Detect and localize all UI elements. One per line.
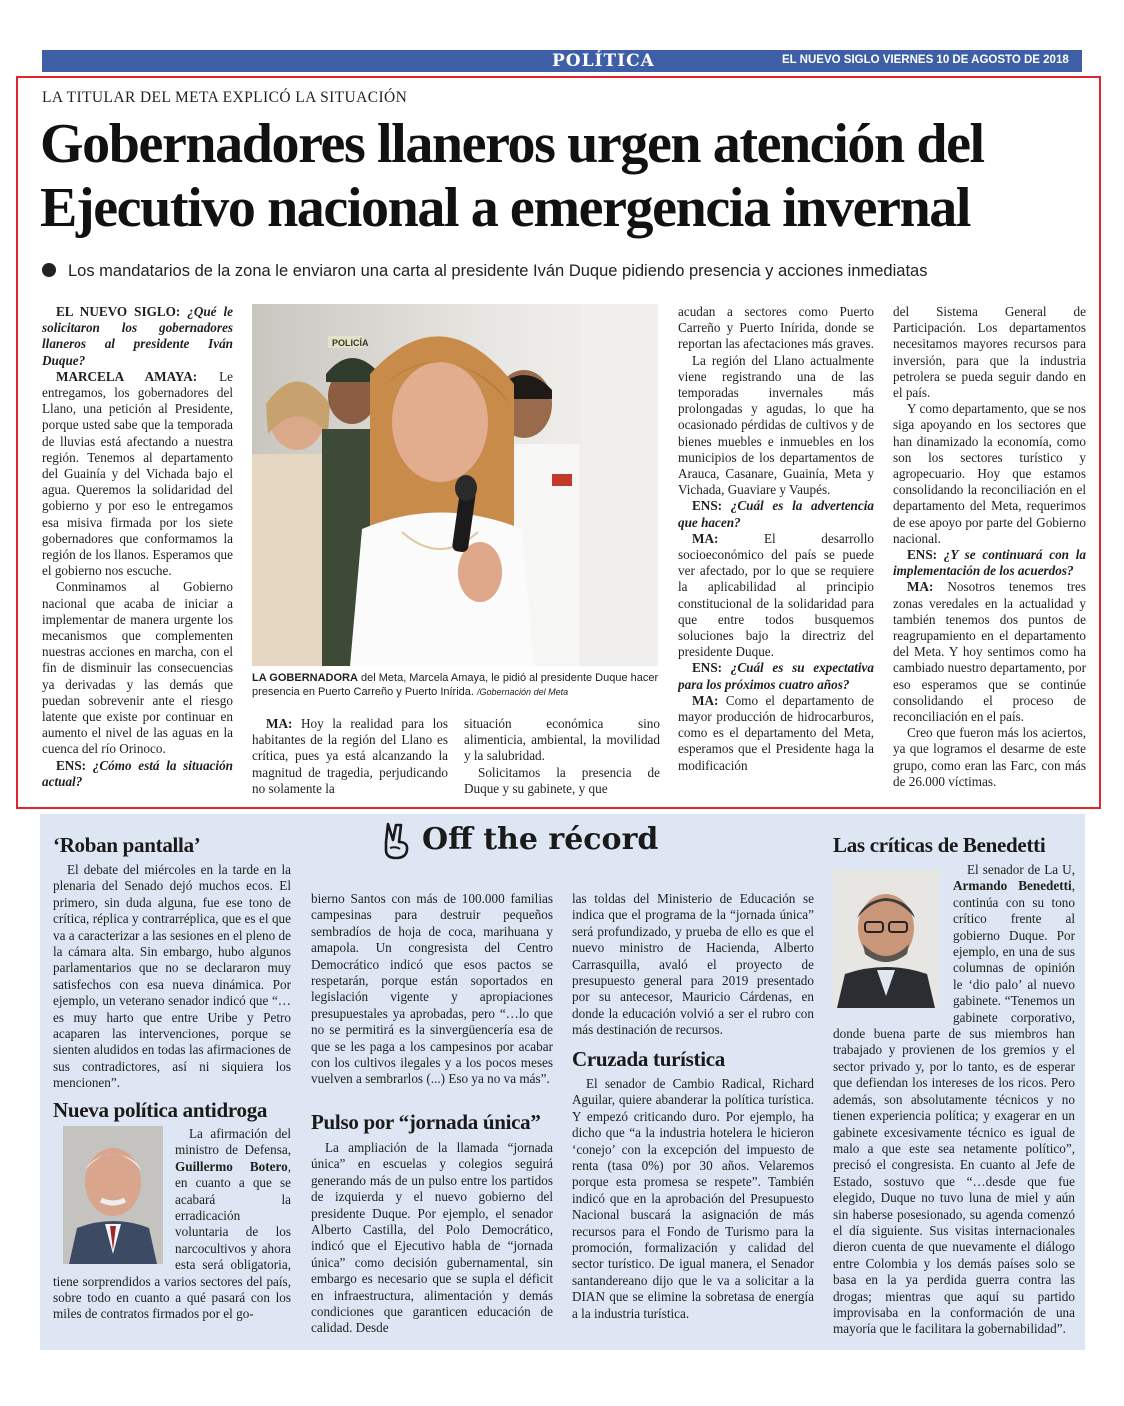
photo-illustration [252,304,658,666]
caption-text: del Meta, Marcela Amaya, le pidió al presidente Duque hacer presencia en Puerto Carreño y Puerto Inírida. [252,672,659,698]
paragraph: El debate del miércoles en la tarde en la plenaria del Senado dejó muchos ecos. El primero, sin duda alguna, fue ese tono de crítica, réplica y contrarréplica, que es el que va a caracterizar a las sesiones en el pleno de la cámara alta. Sin embargo, hubo algunos parlamentarios que no se declararon muy satisfechos con esa nueva dinámica. Por ejemplo, un veterano senador indicó que “…es muy harto que entre Uribe y Petro acaparen las intervenciones, porque se sienten aludidos en todas las afirmaciones de sus contradictores, así ni siquiera los mencionen”. [53,862,291,1091]
off-record-column-2-text [311,891,553,1101]
question-label: ENS: [692,660,723,676]
paragraph: del Sistema General de Participación. Los departamentos necesitamos mayores recursos para inversión, para que la industria petrolera se pueda seguir dando en el país. [893,304,1086,401]
paragraph: las toldas del Ministerio de Educación se indica que el programa de la “jornada única” será profundizado, y prueba de ello es que el nuevo ministro de Hacienda, Alberto Carrasquilla, avaló el proyecto de presupuesto general para 2019 presentado por su antecesor, Mauricio Cárdenas, en donde la educación volvió a ser el rubro con más destinación de recursos. [572,891,814,1038]
answer: Le entregamos, los gobernadores del Llano, una petición al Presidente, porque usted sabe que la temporada de lluvias está afectando a nuestra región. Tenemos al departamento del Guainía y del Vichada bajo el agua. Queremos la solidaridad del gobierno y por eso le entregamos esa misiva firmada por los siete gobernadores que conformamos la región de los llanos. Esperamos que el gobierno nos escuche. [42,368,233,579]
paragraph: situación económica sino alimenticia, ambiental, la movilidad y la salubridad. [464,716,660,764]
off-the-record-title-text: Off the récord [422,822,659,857]
question: ¿Qué le solicitaron los gobernadores llaneros al presidente Iván Duque? [42,304,233,368]
question-label: ENS: [692,498,723,514]
answer: El desarrollo socioeconómico del país se puede ver afectado, por lo que se requiere la aplicabilidad al principio constitucional de la solidaridad para que entre todos busquemos soluciones bajo la directriz del presidente Duque. [678,530,874,660]
answer: Nosotros tenemos tres zonas veredales en la actualidad y también tenemos dos puntos de reagrupamiento en el departamento del Meta. Y hoy sentimos como ha cambiado nuestro departamento, por eso esperamos que se continúe consolidando el proceso de reconciliación en el país. [893,579,1086,725]
question: ¿Y se continuará con la implementación de los acuerdos? [893,547,1086,579]
pulso-jornada-title: Pulso por “jornada única” [311,1110,541,1134]
question: ¿Cómo está la situación actual? [42,757,233,789]
nueva-politica-text [53,1126,291,1341]
article-column-3 [464,716,660,800]
article-kicker: LA TITULAR DEL META EXPLICÓ LA SITUACIÓN [42,89,408,106]
paragraph: La ampliación de la llamada “jornada única” en escuelas y colegios seguirá generando más de un pulso entre los partidos de izquierda y el nuevo gobierno del presidente Duque. Por ejemplo, el senador Alberto Castilla, del Polo Democrático, indicó que el Ejecutivo habla de “jornada única” como decisión gubernamental, sin embargo es necesario que se supla el déficit en infraestructura, alimentación y demás condiciones que garanticen educación de calidad. Desde [311,1140,553,1336]
roban-pantalla-text [53,862,291,1092]
paragraph: Solicitamos la presencia de Duque y su gabinete, y que [464,764,660,796]
paragraph: Conminamos al Gobierno nacional que acaba de iniciar a implementar de manera urgente los mecanismos que complementen nuestras acciones en marcha, con el fin de disminuir las consecuencias ya derivadas y las demás que puedan sobrevenir ante el riesgo latente que existe por continuar en aumento el nivel de las aguas en la cuenca del río Orinoco. [42,579,233,757]
paragraph: acudan a sectores como Puerto Carreño y Puerto Inírida, donde se reportan las afectaciones más graves. [678,304,874,352]
headline-line-1: Gobernadores llaneros urgen atención del [40,113,984,175]
off-record-column-3-text [572,891,814,1041]
caption-label: LA GOBERNADORA [252,672,358,684]
answer-label: MA: [266,716,293,731]
question: ¿Cuál es la advertencia que hacen? [678,498,874,530]
benedetti-text-post: , continúa con su tono crítico frente al gobierno Duque. Por ejemplo, en una de sus columnas de opinión le ‘dio palo’ al nuevo gabinete. “Tenemos un gabinete corporativo, donde buena parte de sus miembros han trabajado y provienen de los gremios y el sector privado y, por lo tanto, es de esperar que defiendan los intereses de los ricos. Pero además, son absolutamente técnicos y no tienen experiencia política; y exagerar en un gabinete excesivamente técnico es igual de malo a que este sea netamente político”, precisó el congresista. En cuanto al Jefe de Estado, sostuvo que “…desde que fue elegido, Duque no tuvo luna de miel y aún sin haberse posesionado, su agenda comenzó el día siguiente. Sus visitas internacionales dieron cuenta de que nuevamente el diálogo entre Colombia y los demás países solo se basa en la ya perdida guerra contra las drogas; mientras que aquí su partido improvisaba en la conformación de una mayoría que le facilitara la gobernabilidad”. [833,878,1075,1337]
question-label: EL NUEVO SIGLO: [56,304,181,319]
cruzada-turistica-title: Cruzada turística [572,1047,725,1071]
article-column-1 [42,304,233,800]
article-column-4 [678,304,874,800]
dek-text: Los mandatarios de la zona le enviaron una carta al presidente Iván Duque pidiendo presencia y acciones inmediatas [68,262,928,280]
off-the-record-title [382,822,658,857]
article-column-2 [252,716,448,800]
cruzada-turistica-text [572,1076,814,1341]
article-column-5 [893,304,1086,800]
answer: Hoy la realidad para los habitantes de la región del Llano es crítica, pues ya está alcanzando la magnitud de tragedia, perjudicando no solamente la [252,716,448,796]
answer-label: MARCELA AMAYA: [56,368,198,384]
photo-caption [252,672,662,699]
roban-pantalla-title: ‘Roban pantalla’ [53,833,201,857]
paragraph: Creo que fueron más los aciertos, ya que logramos el desarme de este grupo, como eran las Farc, con más de 26.000 víctimas. [893,725,1086,789]
paragraph: Y como departamento, que se nos siga apoyando en los sectores que han dinamizado la economía, como son los sectores turístico y agropecuario. Hoy que estamos consolidando la reconciliación en el departamento del Meta, requerimos de ese apoyo por parte del Gobierno nacional. [893,401,1086,546]
answer-label: MA: [692,692,719,708]
portrait-illustration [63,1126,163,1264]
page-number: 11A [1088,49,1122,70]
governor-photo [252,304,658,666]
article-headline [40,112,1090,240]
article-dek [42,262,1092,281]
criticas-benedetti-title: Las críticas de Benedetti [833,833,1046,857]
headline-line-2: Ejecutivo nacional a emergencia invernal [40,177,971,239]
question-label: ENS: [907,547,938,563]
portrait-illustration [833,870,939,1008]
paragraph: El senador de Cambio Radical, Richard Aguilar, quiere abanderar la política turística. Y empezó criticando duro. Por ejemplo, ha dicho que “a la industria hotelera le hicieron ‘conejo’ con la excepción del impuesto de renta (tasa 0%) por 30 años. Velaremos porque esta promesa se respete”. También indicó que en la aprobación del Presupuesto Nacional buscará la asignación de más recursos para el Fondo de Turismo para la promoción, formalización y calidad del sector turístico. De igual manera, el Senador santandereano dijo que le va a solicitar a la DIAN que se elimine la sobretasa de energía a la industria turística. [572,1076,814,1321]
armando-benedetti-portrait [833,870,939,1008]
answer-label: MA: [907,579,934,595]
bullet-icon [42,263,56,277]
paragraph: bierno Santos con más de 100.000 familias campesinas para destruir pequeños sembradíos de hoja de coca, marihuana y amapola. Un congresista del Centro Democrático indicó que esos pactos se respetarán, porque están soportados en legislación vigente y apropiaciones presupuestales ya aprobadas, pero “…lo que no se permitirá es la sinvergüencería esa de que se les paga a los campesinos por acabar con los cultivos ilegales y a los pocos meses vuelven a sembrarlos (...) Eso ya no va más”. [311,891,553,1087]
question: ¿Cuál es su expectativa para los próximos cuatro años? [678,660,874,692]
paragraph: La región del Llano actualmente viene registrando una de las temporadas invernales más prolongadas y agudas, lo que ha ocasionado pérdidas de cultivos y de bienes muebles e inmuebles en los municipios de los departamentos de Arauca, Casanare, Guainía, Meta y Vichada, Guaviare y Vaupés. [678,352,874,498]
pulso-jornada-text [311,1140,553,1340]
section-name: POLÍTICA [552,51,655,71]
question-label: ENS: [56,757,87,773]
nueva-politica-title: Nueva política antidroga [53,1098,268,1122]
person-name: Armando Benedetti [953,878,1072,894]
benedetti-text-pre: El senador de La U, [967,862,1075,877]
section-header-bar [42,49,1122,72]
person-name: Guillermo Botero [175,1158,288,1174]
antidroga-text-pre: La afirmación del ministro de Defensa, [175,1126,291,1158]
police-badge: POLICÍA [332,338,369,348]
photo-credit: /Gobernación del Meta [477,686,569,697]
criticas-benedetti-text [833,862,1075,1342]
answer-label: MA: [692,530,719,546]
guillermo-botero-portrait [63,1126,163,1264]
answer: Como el departamento de mayor producción de hidrocarburos, como es el departamento del Meta, esperamos que el Presidente haga la modificación [678,692,874,773]
antidroga-text-post: , en cuanto a que se acabará la erradicación voluntaria de los narcocultivos y ahora esta será obligatoria, tiene sorprendidos a varios sectores del país, sobre todo en cuanto a qué pasará con los miles de contratos firmados por el go- [53,1158,291,1322]
masthead-date: EL NUEVO SIGLO VIERNES 10 DE AGOSTO DE 2018 [782,54,1069,66]
